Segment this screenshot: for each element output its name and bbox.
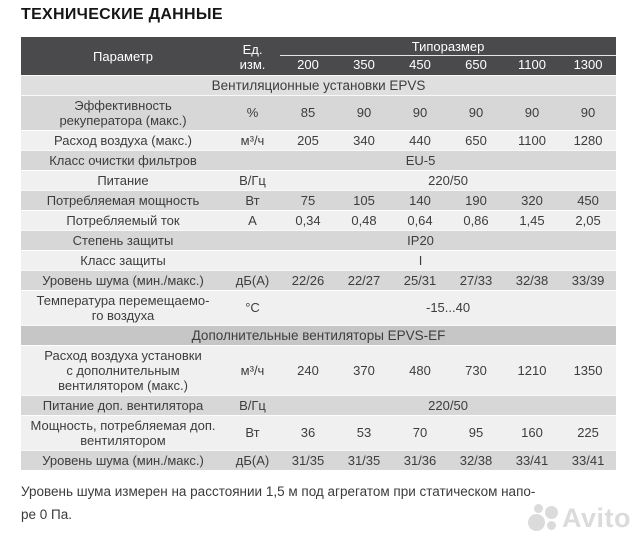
value-cell: 730 — [448, 345, 504, 395]
value-cell: 90 — [504, 95, 560, 130]
unit-cell: А — [225, 210, 280, 230]
value-cell: 105 — [336, 190, 392, 210]
span-value-cell: IP20 — [225, 230, 616, 250]
value-cell: 240 — [280, 345, 336, 395]
value-cell: 205 — [280, 130, 336, 150]
unit-cell: м³/ч — [225, 345, 280, 395]
footnote-line: ре 0 Па. — [21, 506, 72, 522]
value-cell: 370 — [336, 345, 392, 395]
param-cell: Степень защиты — [21, 230, 225, 250]
section-title: Дополнительные вентиляторы EPVS-EF — [21, 325, 616, 345]
table-body — [21, 75, 616, 470]
value-cell: 31/35 — [280, 450, 336, 470]
column-header-size-450: 450 — [392, 55, 448, 75]
unit-cell: °С — [225, 290, 280, 325]
value-cell: 90 — [448, 95, 504, 130]
table-row — [21, 170, 616, 190]
value-cell: 225 — [560, 415, 616, 450]
value-cell: 31/36 — [392, 450, 448, 470]
value-cell: 22/27 — [336, 270, 392, 290]
table-row — [21, 95, 616, 130]
value-cell: 85 — [280, 95, 336, 130]
unit-cell: В/Гц — [225, 395, 280, 415]
footnote-line: Уровень шума измерен на расстоянии 1,5 м под агрегатом при статическом напо- — [21, 483, 536, 499]
value-cell: 27/33 — [448, 270, 504, 290]
param-cell: Потребляемая мощность — [21, 190, 225, 210]
unit-cell: Вт — [225, 190, 280, 210]
span-value-cell: -15...40 — [280, 290, 616, 325]
section-header-row — [21, 325, 616, 345]
param-cell: Мощность, потребляемая доп. вентилятором — [21, 415, 225, 450]
table-row — [21, 270, 616, 290]
param-cell: Эффективность рекуператора (макс.) — [21, 95, 225, 130]
avito-watermark — [528, 503, 631, 533]
table-header — [21, 37, 616, 75]
column-header-parameter: Параметр — [21, 37, 225, 75]
value-cell: 320 — [504, 190, 560, 210]
column-header-typesize-group: Типоразмер — [280, 37, 616, 55]
value-cell: 33/41 — [504, 450, 560, 470]
unit-cell: В/Гц — [225, 170, 280, 190]
value-cell: 32/38 — [504, 270, 560, 290]
value-cell: 36 — [280, 415, 336, 450]
value-cell: 90 — [560, 95, 616, 130]
table-row — [21, 450, 616, 470]
unit-cell: % — [225, 95, 280, 130]
param-cell: Класс защиты — [21, 250, 225, 270]
value-cell: 70 — [392, 415, 448, 450]
param-cell: Температура перемещаемо- го воздуха — [21, 290, 225, 325]
table-row — [21, 395, 616, 415]
span-value-cell: I — [225, 250, 616, 270]
param-cell: Расход воздуха (макс.) — [21, 130, 225, 150]
value-cell: 2,05 — [560, 210, 616, 230]
param-cell: Потребляемый ток — [21, 210, 225, 230]
section-header-row — [21, 75, 616, 95]
value-cell: 32/38 — [448, 450, 504, 470]
param-cell: Уровень шума (мин./макс.) — [21, 270, 225, 290]
unit-cell: Вт — [225, 415, 280, 450]
technical-data-table — [21, 37, 616, 471]
table-row — [21, 290, 616, 325]
value-cell: 440 — [392, 130, 448, 150]
unit-cell: дБ(А) — [225, 450, 280, 470]
header-group-row — [21, 37, 616, 55]
watermark-label: Avito — [562, 503, 631, 533]
value-cell: 0,48 — [336, 210, 392, 230]
value-cell: 160 — [504, 415, 560, 450]
unit-cell: дБ(А) — [225, 270, 280, 290]
param-cell: Класс очистки фильтров — [21, 150, 225, 170]
param-cell: Уровень шума (мин./макс.) — [21, 450, 225, 470]
table-row — [21, 150, 616, 170]
value-cell: 75 — [280, 190, 336, 210]
span-value-cell: 220/50 — [280, 170, 616, 190]
value-cell: 0,64 — [392, 210, 448, 230]
value-cell: 33/39 — [560, 270, 616, 290]
table-row — [21, 130, 616, 150]
column-header-size-200: 200 — [280, 55, 336, 75]
param-cell: Питание — [21, 170, 225, 190]
value-cell: 1100 — [504, 130, 560, 150]
table-row — [21, 230, 616, 250]
page-title: ТЕХНИЧЕСКИЕ ДАННЫЕ — [21, 6, 223, 23]
value-cell: 1,45 — [504, 210, 560, 230]
column-header-size-1300: 1300 — [560, 55, 616, 75]
value-cell: 95 — [448, 415, 504, 450]
value-cell: 1210 — [504, 345, 560, 395]
value-cell: 650 — [448, 130, 504, 150]
column-header-unit — [225, 37, 280, 75]
value-cell: 480 — [392, 345, 448, 395]
table-row — [21, 210, 616, 230]
section-title: Вентиляционные установки EPVS — [21, 75, 616, 95]
table-row — [21, 415, 616, 450]
value-cell: 0,86 — [448, 210, 504, 230]
value-cell: 450 — [560, 190, 616, 210]
column-header-size-650: 650 — [448, 55, 504, 75]
param-cell: Питание доп. вентилятора — [21, 395, 225, 415]
value-cell: 53 — [336, 415, 392, 450]
table-row — [21, 345, 616, 395]
footnote — [21, 480, 593, 526]
value-cell: 22/26 — [280, 270, 336, 290]
value-cell: 1280 — [560, 130, 616, 150]
value-cell: 90 — [392, 95, 448, 130]
span-value-cell: 220/50 — [280, 395, 616, 415]
value-cell: 340 — [336, 130, 392, 150]
value-cell: 33/41 — [560, 450, 616, 470]
unit-label-line1: Ед. — [242, 41, 263, 57]
value-cell: 31/35 — [336, 450, 392, 470]
table-row — [21, 190, 616, 210]
table-row — [21, 250, 616, 270]
value-cell: 140 — [392, 190, 448, 210]
span-value-cell: EU-5 — [225, 150, 616, 170]
unit-label-line2: изм. — [239, 56, 266, 72]
avito-logo-icon — [528, 503, 559, 533]
value-cell: 1350 — [560, 345, 616, 395]
value-cell: 25/31 — [392, 270, 448, 290]
column-header-size-1100: 1100 — [504, 55, 560, 75]
value-cell: 90 — [336, 95, 392, 130]
param-cell: Расход воздуха установки с дополнительным вентилятором (макс.) — [21, 345, 225, 395]
value-cell: 0,34 — [280, 210, 336, 230]
value-cell: 190 — [448, 190, 504, 210]
column-header-size-350: 350 — [336, 55, 392, 75]
unit-cell: м³/ч — [225, 130, 280, 150]
